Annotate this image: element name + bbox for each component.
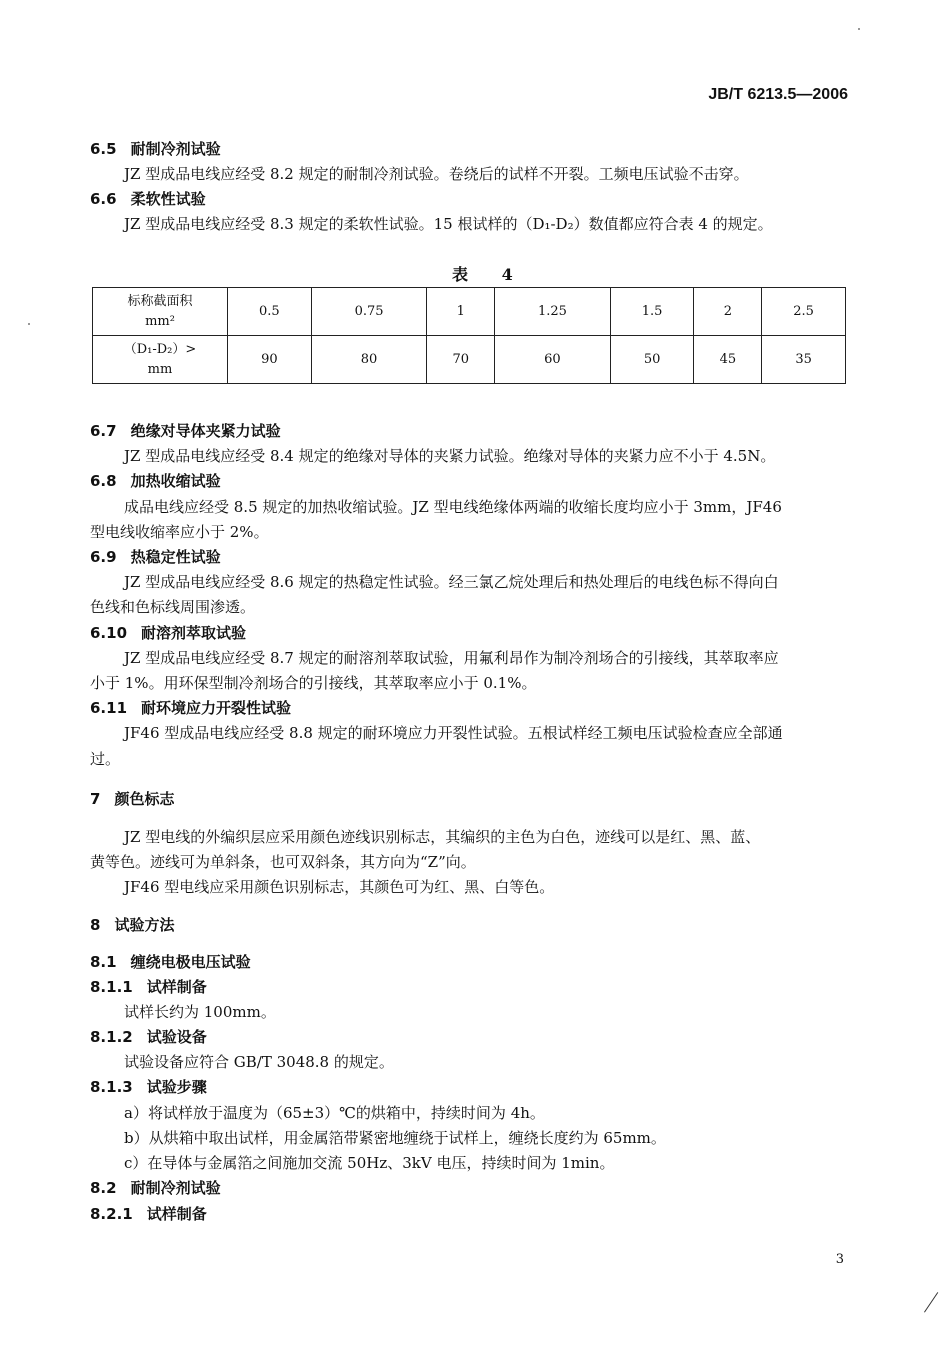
section-6-9-heading [90,546,221,567]
section-6-7-heading [90,420,281,441]
row-header-label: 标称截面积 [127,293,193,309]
paragraph: 试验设备应符合 GB/T 3048.8 的规定。 [124,1053,394,1071]
section-8-2-1-heading [90,1203,207,1224]
list-item-b: b）从烘箱中取出试样，用金属箔带紧密地缠绕于试样上，缠绕长度约为 65mm。 [124,1129,666,1147]
section-number: 6.10 [90,624,128,642]
section-title: 耐制冷剂试验 [130,1179,221,1197]
section-6-11-heading [90,697,291,718]
table-cell: 1 [427,288,495,336]
section-title: 柔软性试验 [130,190,206,208]
section-title: 缠绕电极电压试验 [130,953,251,971]
table-cell: 80 [311,336,427,384]
table-4 [92,287,846,384]
table-cell: 35 [762,336,846,384]
paragraph: JF46 型成品电线应经受 8.8 规定的耐环境应力开裂性试验。五根试样经工频电压试验检查应全部通 [124,724,783,742]
paragraph-continued: 黄等色。迹线可为单斜条，也可双斜条，其方向为“Z”向。 [90,853,476,871]
section-title: 试验方法 [114,916,175,934]
paragraph-continued: 色线和色标线周围渗透。 [90,598,256,616]
table-cell: 45 [694,336,762,384]
section-6-6-heading [90,188,206,209]
paragraph: JZ 型成品电线应经受 8.2 规定的耐制冷剂试验。卷绕后的试样不开裂。工频电压试验不击穿。 [124,165,749,183]
paragraph-continued: 过。 [90,750,121,768]
section-title: 绝缘对导体夹紧力试验 [130,422,281,440]
page-number: 3 [835,1252,844,1267]
section-title: 试验步骤 [146,1078,207,1096]
section-number: 6.11 [90,699,128,717]
section-number: 6.7 [90,422,117,440]
table-row [93,336,846,384]
section-number: 8.1.2 [90,1028,133,1046]
section-7-heading [90,788,174,809]
section-8-2-heading [90,1177,221,1198]
section-title: 颜色标志 [114,790,175,808]
section-title: 试样制备 [146,1205,207,1223]
section-number: 6.6 [90,190,117,208]
section-number: 8.2.1 [90,1205,133,1223]
row-header-unit: mm² [145,313,175,329]
section-6-8-heading [90,470,221,491]
section-8-heading [90,914,174,935]
scan-mark [924,1292,938,1312]
paragraph-continued: 型电线收缩率应小于 2%。 [90,523,269,541]
section-title: 试样制备 [146,978,207,996]
section-title: 热稳定性试验 [130,548,221,566]
row-header-label: （D₁-D₂）> [123,341,197,357]
paragraph: JZ 型成品电线应经受 8.7 规定的耐溶剂萃取试验，用氟利昂作为制冷剂场合的引接线，其萃取率应 [124,649,779,667]
table-cell: 1.5 [610,288,694,336]
paragraph: 成品电线应经受 8.5 规定的加热收缩试验。JZ 型电线绝缘体两端的收缩长度均应小于 3mm，JF46 [124,498,782,516]
section-8-1-1-heading [90,976,207,997]
table-cell: 2 [694,288,762,336]
section-title: 耐制冷剂试验 [130,140,221,158]
section-8-1-3-heading [90,1076,207,1097]
section-title: 试验设备 [146,1028,207,1046]
section-number: 8.1.1 [90,978,133,996]
table-cell: 90 [228,336,312,384]
scan-speck [858,28,860,30]
table-row [93,288,846,336]
section-number: 6.8 [90,472,117,490]
paragraph: JZ 型成品电线应经受 8.4 规定的绝缘对导体的夹紧力试验。绝缘对导体的夹紧力应不小于 4.5N。 [124,447,776,465]
table-cell: 0.5 [228,288,312,336]
section-number: 8.2 [90,1179,117,1197]
paragraph: JZ 型成品电线应经受 8.6 规定的热稳定性试验。经三氯乙烷处理后和热处理后的电线色标不得向白 [124,573,779,591]
table-cell: 0.75 [311,288,427,336]
standard-number: JB/T 6213.5—2006 [708,86,848,103]
section-6-5-heading [90,138,221,159]
section-number: 6.5 [90,140,117,158]
section-number: 7 [90,790,101,808]
list-item-c: c）在导体与金属箔之间施加交流 50Hz、3kV 电压，持续时间为 1min。 [124,1154,615,1172]
table-cell: 60 [495,336,611,384]
paragraph: JF46 型电线应采用颜色识别标志，其颜色可为红、黑、白等色。 [124,878,555,896]
paragraph-continued: 小于 1%。用环保型制冷剂场合的引接线，其萃取率应小于 0.1%。 [90,674,537,692]
paragraph: 试样长约为 100mm。 [124,1003,276,1021]
row-header-area [93,288,228,336]
section-number: 6.9 [90,548,117,566]
section-8-1-heading [90,951,251,972]
section-title: 耐溶剂萃取试验 [141,624,247,642]
table-cell: 1.25 [495,288,611,336]
section-6-10-heading [90,622,246,643]
section-8-1-2-heading [90,1026,207,1047]
table-cell: 50 [610,336,694,384]
row-header-unit: mm [147,361,173,377]
section-number: 8 [90,916,101,934]
section-title: 加热收缩试验 [130,472,221,490]
section-number: 8.1.3 [90,1078,133,1096]
list-item-a: a）将试样放于温度为（65±3）℃的烘箱中，持续时间为 4h。 [124,1104,545,1122]
scan-speck [28,323,30,325]
table-caption: 表 4 [452,265,527,284]
section-number: 8.1 [90,953,117,971]
section-title: 耐环境应力开裂性试验 [141,699,292,717]
table-cell: 2.5 [762,288,846,336]
table-cell: 70 [427,336,495,384]
paragraph: JZ 型成品电线应经受 8.3 规定的柔软性试验。15 根试样的（D₁-D₂）数值都应符合表 4 的规定。 [124,215,773,233]
row-header-diff [93,336,228,384]
paragraph: JZ 型电线的外编织层应采用颜色迹线识别标志，其编织的主色为白色，迹线可以是红、黑、蓝、 [124,828,761,846]
